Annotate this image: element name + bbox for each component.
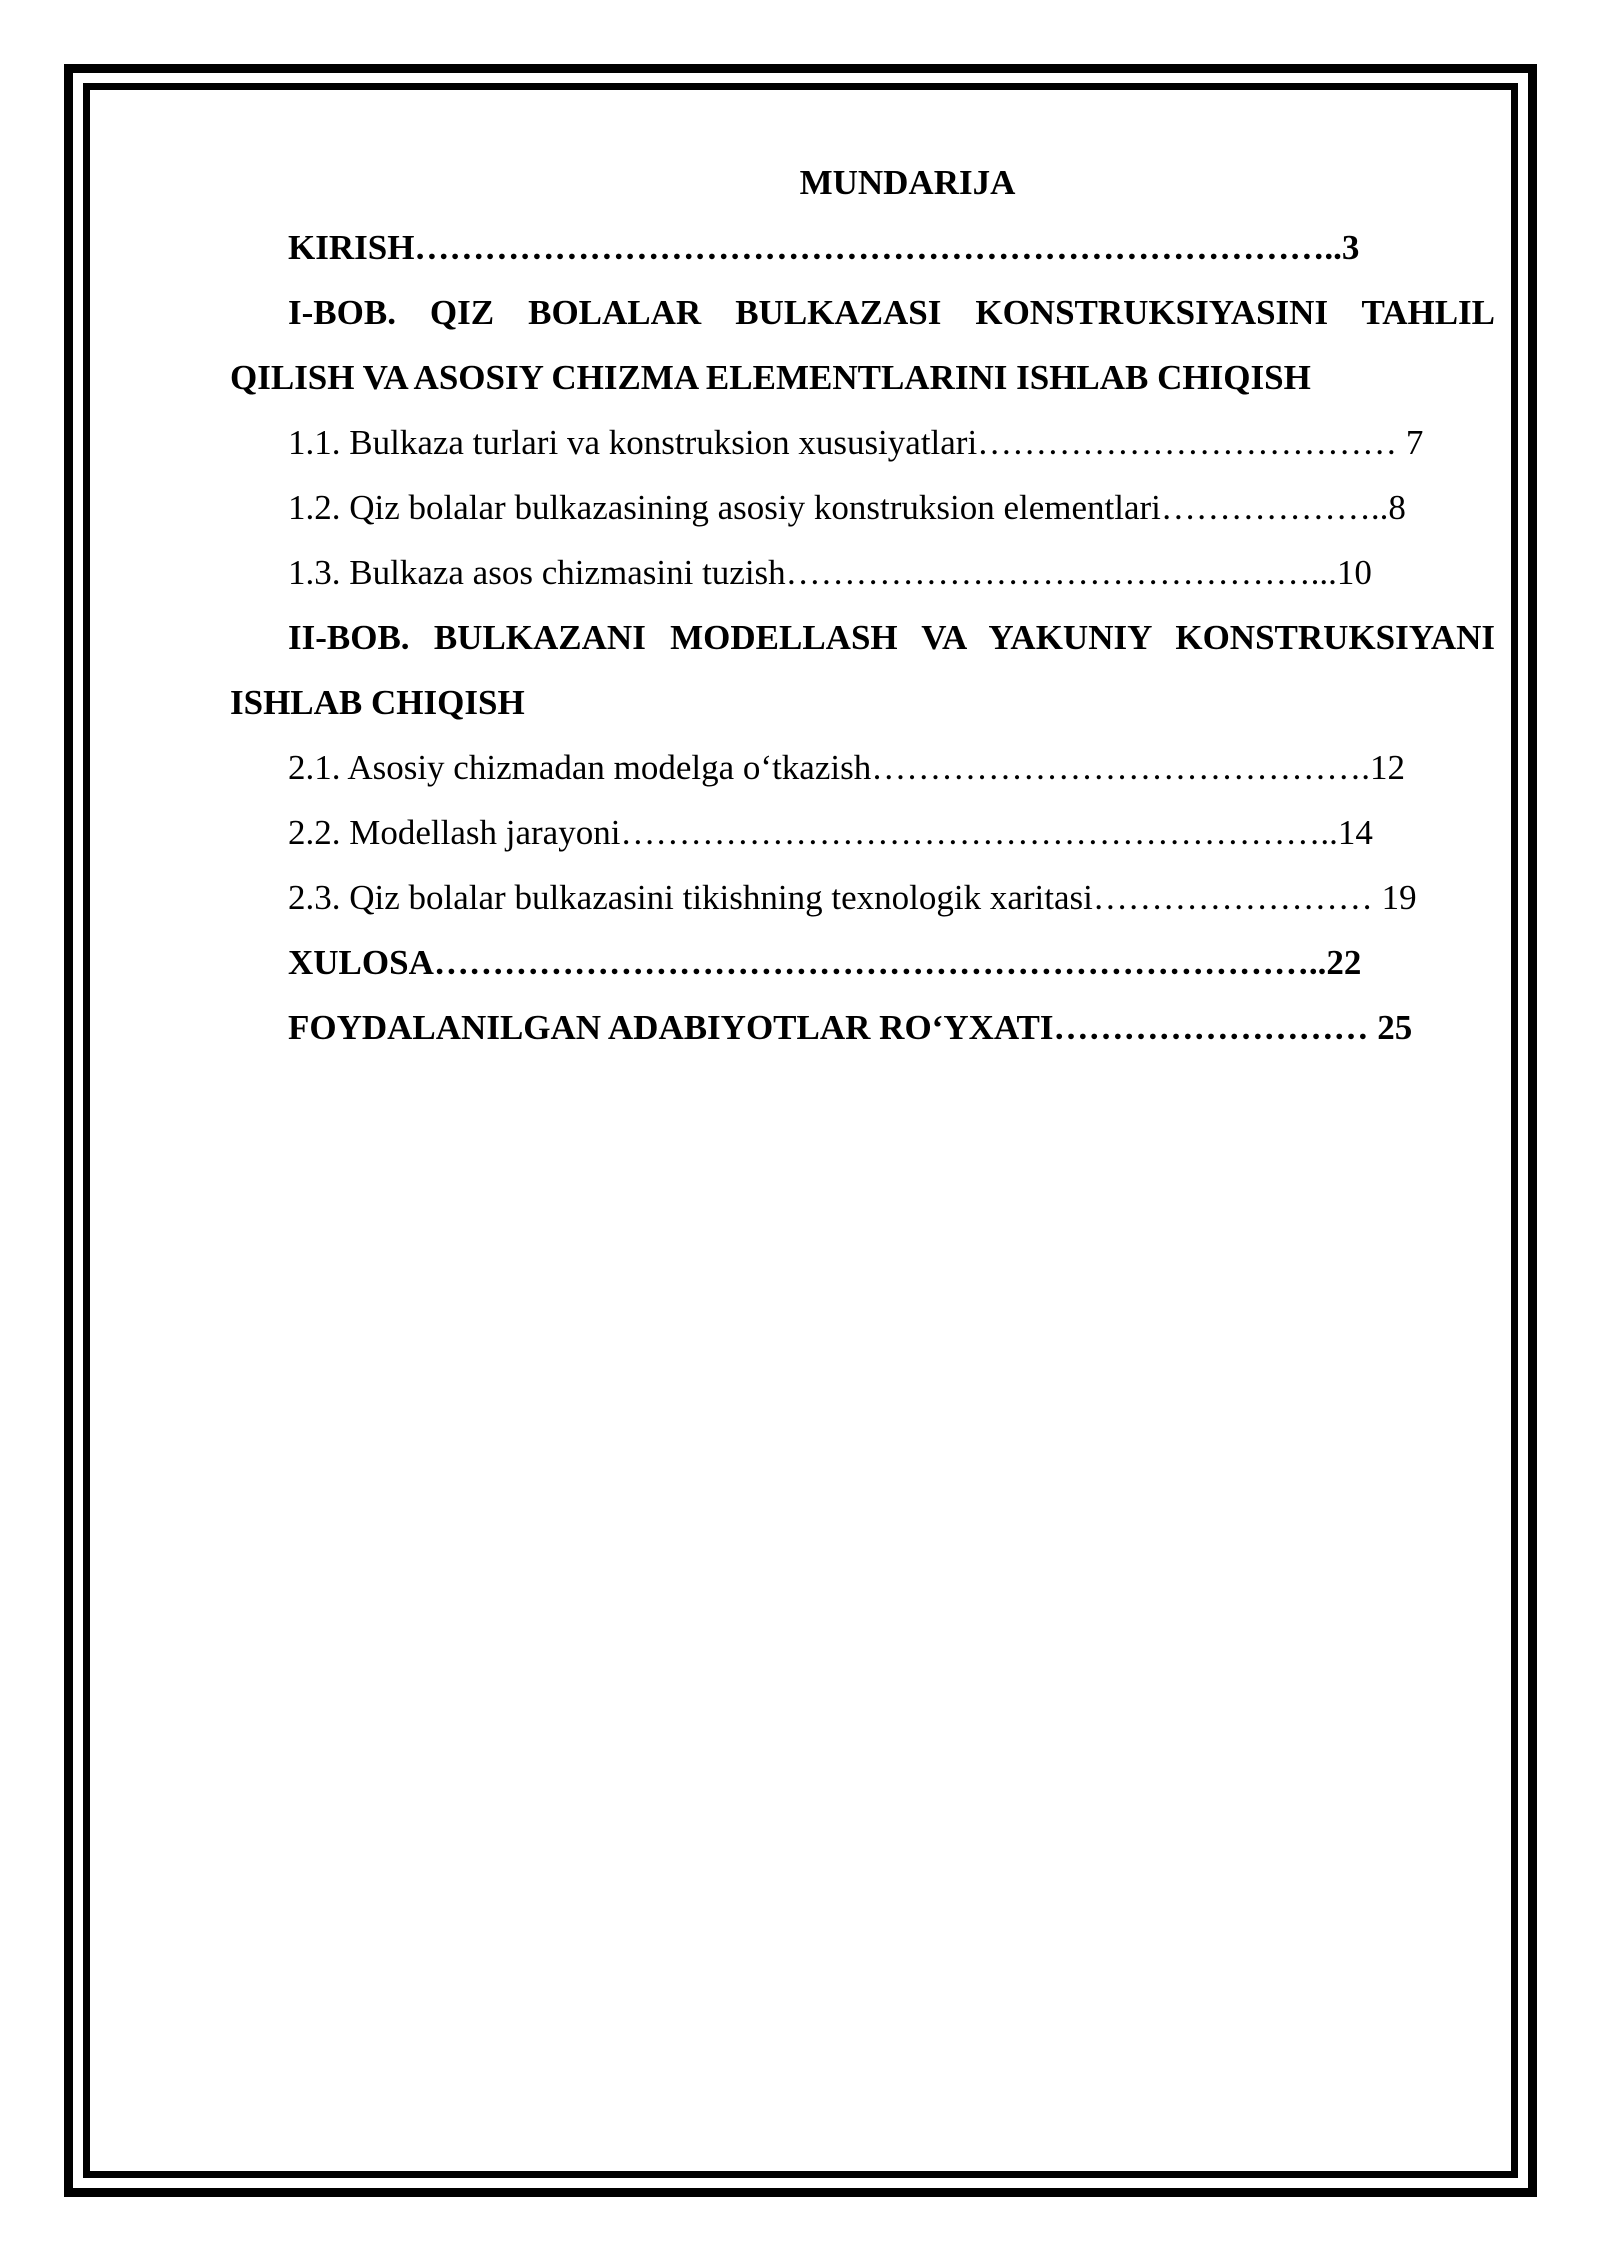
toc-entry-references: FOYDALANILGAN ADABIYOTLAR RO‘YXATI……………………… 25 [288,1008,1413,1047]
toc-entry-2-1: 2.1. Asosiy chizmadan modelga o‘tkazish…………………………………….12 [288,748,1405,787]
toc-entry-chapter-2: II-BOB. BULKAZANI MODELLASH VA YAKUNIY KONSTRUKSIYANI ISHLAB CHIQISH [230,618,1495,722]
toc-entry-xulosa: XULOSA…………………………………………………………………..22 [288,943,1362,982]
toc-entry-1-3: 1.3. Bulkaza asos chizmasini tuzish………………………………………...10 [288,553,1372,592]
toc-entry-1-1: 1.1. Bulkaza turlari va konstruksion xususiyatlari……………………………… 7 [288,423,1424,462]
toc-entry-1-2: 1.2. Qiz bolalar bulkazasining asosiy konstruksion elementlari………………..8 [288,488,1406,527]
toc-title: MUNDARIJA [799,163,1016,202]
toc-entry-kirish: KIRISH……………………………………………………………………..3 [288,228,1360,267]
toc-entry-2-3: 2.3. Qiz bolalar bulkazasini tikishning texnologik xaritasi…………………… 19 [288,878,1417,917]
toc-entry-chapter-1: I-BOB. QIZ BOLALAR BULKAZASI KONSTRUKSIYASINI TAHLIL QILISH VA ASOSIY CHIZMA ELEMENTLARINI ISHLAB CHIQISH [230,293,1495,397]
table-of-contents [230,150,1495,1060]
toc-entry-2-2: 2.2. Modellash jarayoni……………………………………………………..14 [288,813,1373,852]
